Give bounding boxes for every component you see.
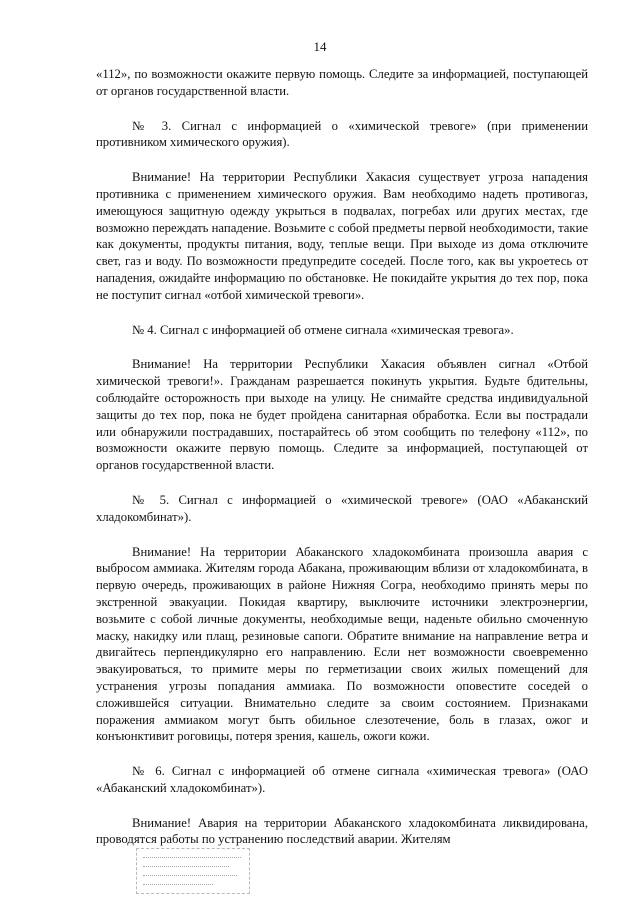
document-body: [96, 66, 588, 848]
paragraph-continuation: «112», по возможности окажите первую помощь. Следите за информацией, поступающей от органов государственной власти.: [96, 67, 588, 98]
signal-3-text: Внимание! На территории Республики Хакасия существует угроза нападения противника с применением химического оружия. Вам необходимо надеть противогаз, имеющуюся защитную одежду укрыться в подвалах, погребах или других местах, где возможно переждать нападение. Возьмите с собой предметы первой необходимости, такие как документы, продукты питания, воду, теплые вещи. При выходе из дома отключите свет, газ и воду. По возможности предупредите соседей. После того, как вы укроетесь от нападения, ожидайте информацию по обстановке. Не покидайте укрытия до тех пор, пока не поступит сигнал «отбой химической тревоги».: [96, 170, 588, 302]
signal-6-text: Внимание! Авария на территории Абаканского хладокомбината ликвидирована, проводятся работы по устранению последствий аварии. Жителям: [96, 815, 588, 847]
registration-stamp: [136, 848, 250, 894]
signal-5-text: Внимание! На территории Абаканского хладокомбината произошла авария с выбросом аммиака. Жителям города Абакана, проживающим вблизи от хладокомбината, в первую очередь, проживающих в районе Нижняя Согра, необходимо принять меры по экстренной эвакуации. Покидая квартиру, выключите источники электроэнергии, возьмите с собой личные документы, необходимые вещи, наденьте обильно смоченную маску, накидку или плащ, резиновые сапоги. Обратите внимание на направление ветра и двигайтесь перпендикулярно его направлению. Если нет возможности своевременно эвакуироваться, то примите меры по герметизации своих жилых помещений для устранения угрозы попадания аммиака. По возможности оповестите соседей о сложившейся ситуации. Внимательно следите за своим состоянием. Признаками поражения аммиаком могут быть обильное слезотечение, боль в глазах, ожог и конъюнктивит роговицы, потеря зрения, кашель, ожоги кожи.: [96, 544, 588, 744]
signal-6-heading: № 6. Сигнал с информацией об отмене сигнала «химическая тревога» (ОАО «Абаканский хладокомбинат»).: [96, 764, 588, 795]
page-number: 14: [313, 39, 327, 54]
signal-5-heading: № 5. Сигнал с информацией о «химической тревоге» (ОАО «Абаканский хладокомбинат»).: [96, 492, 588, 524]
signal-4-text: Внимание! На территории Республики Хакасия объявлен сигнал «Отбой химической тревоги!». Гражданам разрешается покинуть укрытия. Будьте бдительны, соблюдайте осторожность при выходе на улицу. Не снимайте средства индивидуальной защиты до тех пор, пока не будет пройдена санитарная обработка. Если вы пострадали или обнаружили пострадавших, постарайтесь об этом сообщить по телефону «112», по возможности окажите первую помощь. Следите за информацией, поступающей от органов государственной власти.: [96, 357, 588, 473]
signal-4-heading: № 4. Сигнал с информацией об отмене сигнала «химическая тревога».: [132, 322, 514, 337]
signal-3-heading: № 3. Сигнал с информацией о «химической тревоге» (при применении противником химического оружия).: [96, 118, 588, 150]
